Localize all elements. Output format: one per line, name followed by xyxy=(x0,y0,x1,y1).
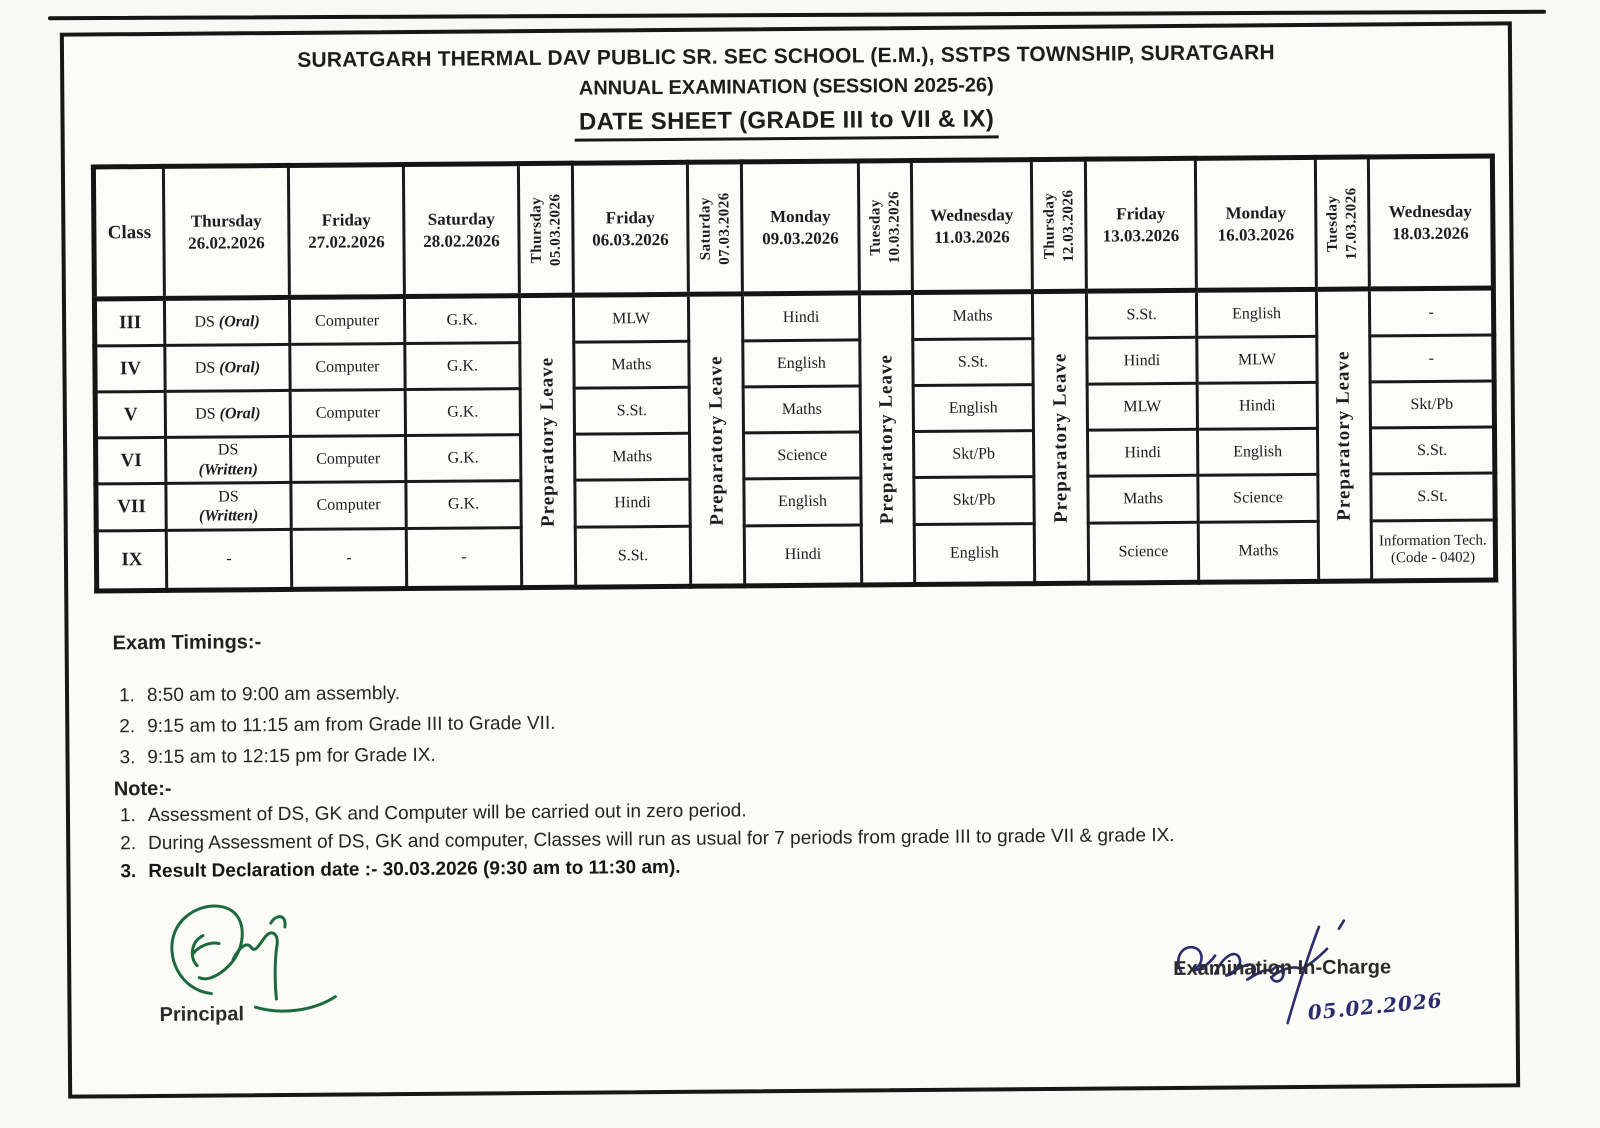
cell-III-27.02.2026: Computer xyxy=(289,297,404,345)
cell-IV-28.02.2026: G.K. xyxy=(405,343,520,390)
cell-V-28.02.2026: G.K. xyxy=(405,389,520,436)
note-item: Assessment of DS, GK and Computer will be carried out in zero period. xyxy=(147,800,747,827)
preparatory-leave-cell-07.03.2026: Preparatory Leave xyxy=(688,294,744,586)
column-header-09.03.2026: Monday 09.03.2026 xyxy=(741,161,859,294)
cell-IV-11.03.2026: S.St. xyxy=(913,339,1033,386)
cell-VI-28.02.2026: G.K. xyxy=(406,435,521,482)
cell-V-06.03.2026: S.St. xyxy=(574,387,689,434)
column-header-18.03.2026: Wednesday 18.03.2026 xyxy=(1368,156,1493,289)
cell-IX-28.02.2026: - xyxy=(406,528,521,589)
column-header-26.02.2026: Thursday 26.02.2026 xyxy=(163,165,289,298)
cell-V-16.03.2026: Hindi xyxy=(1197,382,1317,429)
cell-III-06.03.2026: MLW xyxy=(573,294,688,342)
leave-column-header-12.03.2026: Thursday 12.03.2026 xyxy=(1031,159,1086,291)
note-list xyxy=(114,797,1175,883)
preparatory-leave-cell-17.03.2026: Preparatory Leave xyxy=(1316,289,1371,581)
exam-timings-heading: Exam Timings:- xyxy=(112,631,262,655)
cell-III-28.02.2026: G.K. xyxy=(404,296,519,344)
cell-IX-18.03.2026: Information Tech. (Code - 0402) xyxy=(1371,520,1495,581)
cell-IX-27.02.2026: - xyxy=(291,529,406,590)
cell-VI-09.03.2026: Science xyxy=(744,432,861,479)
incharge-signature-block xyxy=(1169,917,1499,1025)
leave-column-header-10.03.2026: Tuesday 10.03.2026 xyxy=(858,161,912,293)
preparatory-leave-cell-12.03.2026: Preparatory Leave xyxy=(1032,291,1088,583)
cell-IV-26.02.2026: DS (Oral) xyxy=(165,344,290,391)
cell-IV-13.03.2026: Hindi xyxy=(1087,337,1197,384)
cell-III-09.03.2026: Hindi xyxy=(742,293,859,341)
principal-signature-icon xyxy=(159,896,360,1018)
cell-VII-09.03.2026: English xyxy=(744,478,861,526)
exam-timings-list xyxy=(113,682,556,769)
class-cell-VI: VI xyxy=(96,437,166,484)
cell-VI-11.03.2026: Skt/Pb xyxy=(913,431,1033,478)
timing-item: 8:50 am to 9:00 am assembly. xyxy=(146,683,401,707)
cell-IX-06.03.2026: S.St. xyxy=(575,526,690,587)
cell-V-26.02.2026: DS (Oral) xyxy=(165,390,290,437)
cell-IV-27.02.2026: Computer xyxy=(290,344,405,391)
cell-IX-13.03.2026: Science xyxy=(1088,522,1198,583)
note-item: Result Declaration date :- 30.03.2026 (9:30 am to 11:30 am). xyxy=(148,856,681,883)
school-name: SURATGARH THERMAL DAV PUBLIC SR. SEC SCHOOL (E.M.), SSTPS TOWNSHIP, SURATGARH xyxy=(297,41,1275,72)
incharge-label: Examination In-Charge xyxy=(1173,956,1392,981)
cell-VI-13.03.2026: Hindi xyxy=(1087,429,1197,476)
cell-III-16.03.2026: English xyxy=(1196,289,1316,337)
date-sheet-title: DATE SHEET (GRADE III to VII & IX) xyxy=(575,105,998,141)
cell-VI-18.03.2026: S.St. xyxy=(1370,427,1494,474)
date-sheet-title-row xyxy=(64,101,1508,145)
cell-IV-06.03.2026: Maths xyxy=(574,341,689,388)
cell-IX-11.03.2026: English xyxy=(914,524,1034,585)
class-cell-VII: VII xyxy=(96,483,166,531)
cell-IV-09.03.2026: English xyxy=(743,340,860,387)
column-header-13.03.2026: Friday 13.03.2026 xyxy=(1085,158,1196,291)
note-heading: Note:- xyxy=(113,777,172,801)
column-header-28.02.2026: Saturday 28.02.2026 xyxy=(403,164,519,297)
cell-III-18.03.2026: - xyxy=(1369,288,1493,336)
leave-column-header-07.03.2026: Saturday 07.03.2026 xyxy=(687,162,742,294)
cell-VII-28.02.2026: G.K. xyxy=(406,481,521,529)
cell-V-27.02.2026: Computer xyxy=(290,390,405,437)
cell-VI-06.03.2026: Maths xyxy=(575,433,690,480)
preparatory-leave-cell-10.03.2026: Preparatory Leave xyxy=(859,293,914,585)
class-cell-IX: IX xyxy=(96,530,166,591)
cell-V-18.03.2026: Skt/Pb xyxy=(1370,381,1494,428)
column-header-16.03.2026: Monday 16.03.2026 xyxy=(1195,157,1316,290)
cell-IX-09.03.2026: Hindi xyxy=(744,525,861,586)
scan-edge-line xyxy=(48,10,1546,21)
cell-III-11.03.2026: Maths xyxy=(912,292,1032,340)
class-column-header: Class xyxy=(93,166,164,299)
leave-column-header-05.03.2026: Thursday 05.03.2026 xyxy=(518,163,573,295)
leave-column-header-17.03.2026: Tuesday 17.03.2026 xyxy=(1315,157,1369,289)
cell-VII-18.03.2026: S.St. xyxy=(1371,473,1495,521)
preparatory-leave-cell-05.03.2026: Preparatory Leave xyxy=(519,295,575,587)
cell-VII-06.03.2026: Hindi xyxy=(575,479,690,527)
cell-IV-18.03.2026: - xyxy=(1370,335,1494,382)
cell-V-09.03.2026: Maths xyxy=(743,386,860,433)
principal-label: Principal xyxy=(159,1003,245,1026)
cell-IX-26.02.2026: - xyxy=(166,529,291,590)
page-border-frame xyxy=(60,21,1520,1098)
cell-IX-16.03.2026: Maths xyxy=(1198,521,1318,582)
cell-III-26.02.2026: DS (Oral) xyxy=(164,297,289,345)
cell-VII-27.02.2026: Computer xyxy=(291,482,406,530)
column-header-06.03.2026: Friday 06.03.2026 xyxy=(572,162,688,295)
class-cell-III: III xyxy=(94,298,164,346)
cell-VI-27.02.2026: Computer xyxy=(291,436,406,483)
principal-signature-block xyxy=(159,896,420,1027)
cell-IV-16.03.2026: MLW xyxy=(1197,336,1317,383)
date-sheet-table xyxy=(91,153,1498,593)
cell-VI-26.02.2026: DS (Written) xyxy=(166,436,291,483)
exam-session-title: ANNUAL EXAMINATION (SESSION 2025-26) xyxy=(578,74,994,100)
incharge-date: 05.02.2026 xyxy=(1306,988,1444,1025)
cell-V-11.03.2026: English xyxy=(913,385,1033,432)
class-cell-V: V xyxy=(95,391,165,438)
cell-III-13.03.2026: S.St. xyxy=(1086,290,1196,338)
cell-VI-16.03.2026: English xyxy=(1197,428,1317,475)
note-item: During Assessment of DS, GK and computer, Classes will run as usual for 7 periods from grade III to grade VII & grade IX. xyxy=(147,824,1175,855)
document-header xyxy=(64,39,1509,145)
cell-VII-26.02.2026: DS (Written) xyxy=(166,482,291,530)
column-header-11.03.2026: Wednesday 11.03.2026 xyxy=(911,160,1032,293)
cell-VII-11.03.2026: Skt/Pb xyxy=(914,477,1034,525)
timing-item: 9:15 am to 11:15 am from Grade III to Grade VII. xyxy=(147,712,556,738)
note-section xyxy=(114,770,1175,889)
exam-timings-section xyxy=(113,629,556,778)
timing-item: 9:15 am to 12:15 pm for Grade IX. xyxy=(147,744,436,769)
cell-V-13.03.2026: MLW xyxy=(1087,383,1197,430)
cell-VII-16.03.2026: Science xyxy=(1198,474,1318,522)
class-cell-IV: IV xyxy=(95,345,165,392)
cell-VII-13.03.2026: Maths xyxy=(1088,475,1198,523)
column-header-27.02.2026: Friday 27.02.2026 xyxy=(288,165,404,298)
